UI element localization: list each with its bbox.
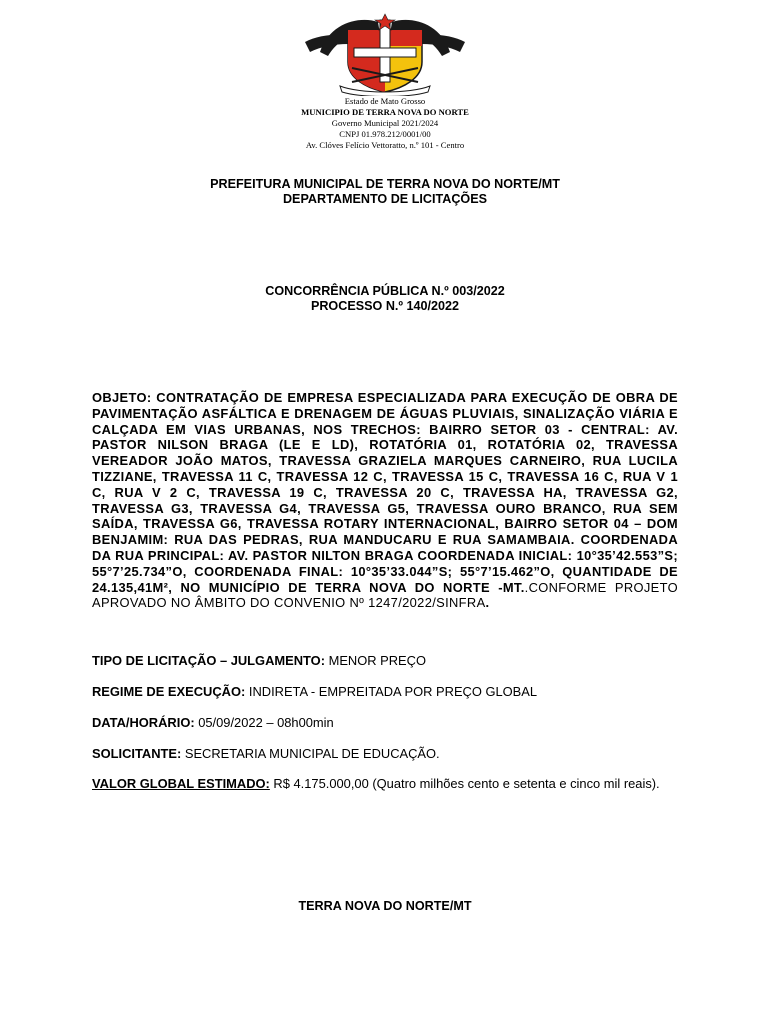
data-horario-label: DATA/HORÁRIO: (92, 715, 195, 730)
regime-execucao-value: INDIRETA - EMPREITADA POR PREÇO GLOBAL (245, 684, 538, 699)
objeto-bold-text: OBJETO: CONTRATAÇÃO DE EMPRESA ESPECIALIZADA PARA EXECUÇÃO DE OBRA DE PAVIMENTAÇÃO ASFÁLTICA E DRENAGEM DE ÁGUAS PLUVIAIS, SINALIZAÇÃO VIÁRIA E CALÇADA EM VIAS URBANAS, NOS TRECHOS: BAIRRO SETOR 03 - CENTRAL: AV. PASTOR NILSON BRAGA (LE E LD), ROTATÓRIA 01, ROTATÓRIA 02, TRAVESSA VEREADOR JOÃO MATOS, TRAVESSA GRAZIELA MARQUES CARNEIRO, RUA LUCILA TIZZIANE, TRAVESSA 11 C, TRAVESSA 12 C, TRAVESSA 15 C, TRAVESSA 16 C, RUA V 1 C, RUA V 2 C, TRAVESSA 19 C, TRAVESSA 20 C, TRAVESSA HA, TRAVESSA G2, TRAVESSA G3, TRAVESSA G4, TRAVESSA G5, TRAVESSA OURO BRANCO, RUA SEM SAÍDA, TRAVESSA G6, TRAVESSA ROTARY INTERNACIONAL, BAIRRO SETOR 04 – DOM BENJAMIM: RUA DAS PEDRAS, RUA MANDUCARU E RUA SAMAMBAIA. COORDENADA DA RUA PRINCIPAL: AV. PASTOR NILTON BRAGA COORDENADA INICIAL: 10°35’42.553”S; 55°7’25.734”O, COORDENADA FINAL: 10°35’33.044”S; 55°7’15.462”O, QUANTIDADE DE 24.135,41M², NO MUNICÍPIO DE TERRA NOVA DO NORTE -MT. (92, 390, 678, 595)
objeto-regular-text: .CONFORME PROJETO APROVADO NO ÂMBITO DO CONVENIO Nº 1247/2022/SINFRA (92, 579, 678, 611)
tipo-licitacao-value: MENOR PREÇO (325, 653, 426, 668)
valor-global-label: VALOR GLOBAL ESTIMADO: (92, 776, 270, 791)
letterhead (0, 96, 770, 151)
concorrencia-numero: CONCORRÊNCIA PÚBLICA N.º 003/2022 (265, 284, 505, 298)
letterhead-government: Governo Municipal 2021/2024 (331, 118, 439, 128)
tipo-licitacao-row (92, 653, 678, 669)
letterhead-municipality: MUNICIPIO DE TERRA NOVA DO NORTE (301, 107, 469, 117)
tipo-licitacao-label: TIPO DE LICITAÇÃO – JULGAMENTO: (92, 653, 325, 668)
objeto-end-mark: . (485, 595, 490, 611)
solicitante-row (92, 746, 678, 762)
departamento-title: DEPARTAMENTO DE LICITAÇÕES (282, 192, 488, 206)
footer-city: TERRA NOVA DO NORTE/MT (298, 899, 472, 913)
data-horario-row (92, 715, 678, 731)
regime-execucao-row (92, 684, 678, 700)
valor-global-value: R$ 4.175.000,00 (Quatro milhões cento e setenta e cinco mil reais). (269, 776, 660, 791)
data-horario-value: 05/09/2022 – 08h00min (194, 715, 334, 730)
regime-execucao-label: REGIME DE EXECUÇÃO: (92, 684, 246, 699)
coat-of-arms-icon (300, 12, 470, 96)
letterhead-address: Av. Clóves Felício Vettoratto, n.º 101 - Centro (305, 140, 465, 150)
letterhead-state: Estado de Mato Grosso (344, 96, 426, 106)
solicitante-value: SECRETARIA MUNICIPAL DE EDUCAÇÃO. (181, 746, 440, 761)
concorrencia-heading (0, 284, 770, 314)
processo-numero: PROCESSO N.º 140/2022 (310, 299, 460, 313)
objeto-paragraph (92, 390, 678, 611)
document-header (0, 177, 770, 207)
letterhead-cnpj: CNPJ 01.978.212/0001/00 (339, 129, 431, 139)
prefeitura-title: PREFEITURA MUNICIPAL DE TERRA NOVA DO NORTE/MT (210, 177, 560, 191)
valor-global-row (92, 776, 678, 792)
solicitante-label: SOLICITANTE: (92, 746, 182, 761)
